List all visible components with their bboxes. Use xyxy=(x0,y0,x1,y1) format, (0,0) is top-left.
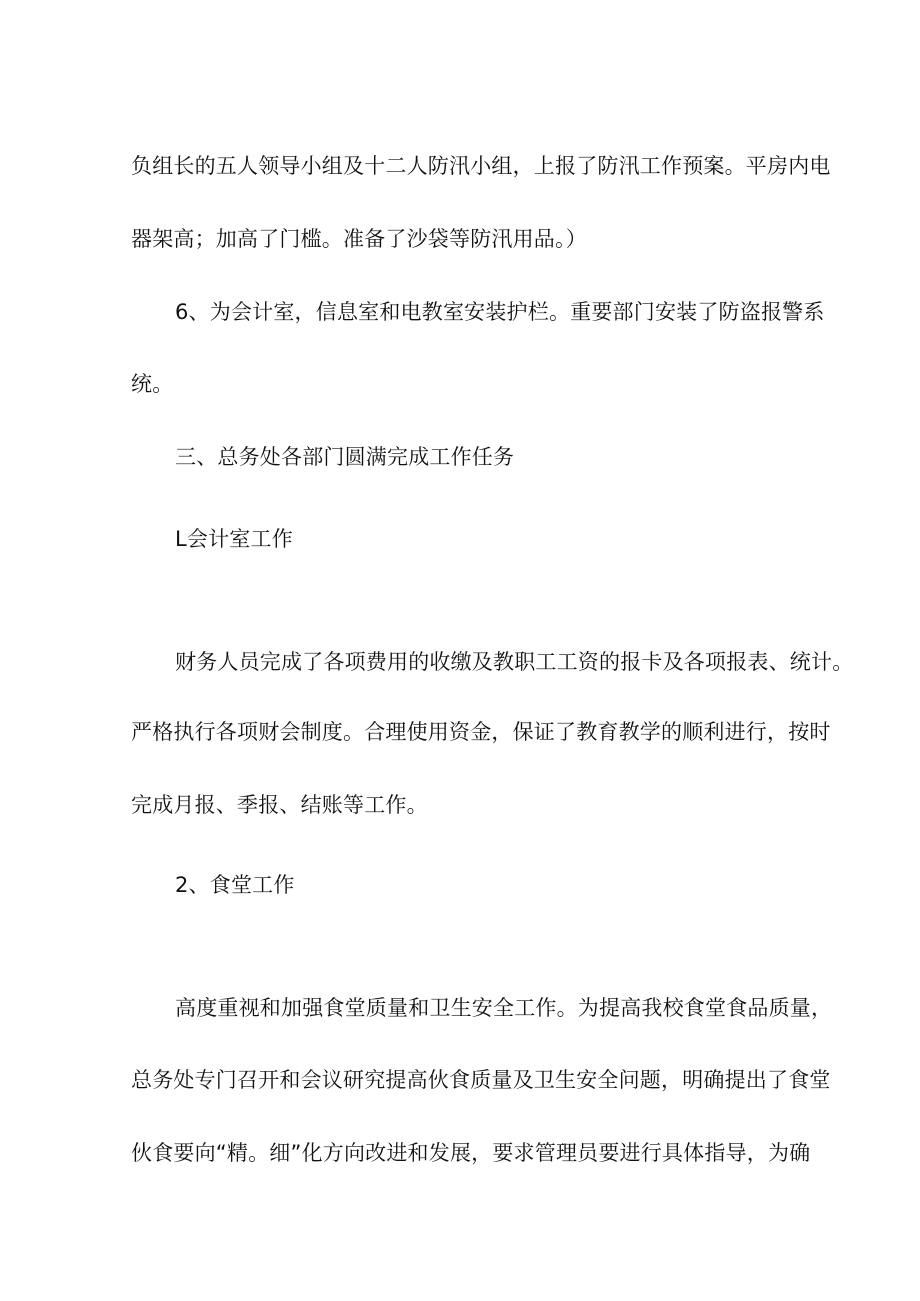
paragraph-line: 完成月报、季报、结账等工作。 xyxy=(131,793,428,817)
section-heading: 三、总务处各部门圆满完成工作任务 xyxy=(175,445,515,469)
subsection-heading: 2、食堂工作 xyxy=(175,873,295,897)
paragraph-line: 伙食要向“精。细”化方向改进和发展，要求管理员要进行具体指导，为确 xyxy=(131,1141,811,1165)
paragraph-line: 财务人员完成了各项费用的收缴及教职工工资的报卡及各项报表、统计。 xyxy=(175,650,854,674)
paragraph-line: 总务处专门召开和会议研究提高伙食质量及卫生安全问题，明确提出了食堂 xyxy=(131,1068,831,1092)
paragraph-line: 高度重视和加强食堂质量和卫生安全工作。为提高我校食堂食品质量， xyxy=(175,996,833,1020)
paragraph-line: 统。 xyxy=(131,372,174,396)
paragraph-line: 器架高；加高了门槛。准备了沙袋等防汛用品。） xyxy=(131,227,587,251)
subsection-heading: L会计室工作 xyxy=(175,527,293,551)
paragraph-line: 负组长的五人领导小组及十二人防汛小组，上报了防汛工作预案。平房内电 xyxy=(131,154,831,178)
list-item-line: 6、为会计室，信息室和电教室安装护栏。重要部门安装了防盗报警系 xyxy=(175,300,825,324)
paragraph-line: 严格执行各项财会制度。合理使用资金，保证了教育教学的顺利进行，按时 xyxy=(131,720,831,744)
